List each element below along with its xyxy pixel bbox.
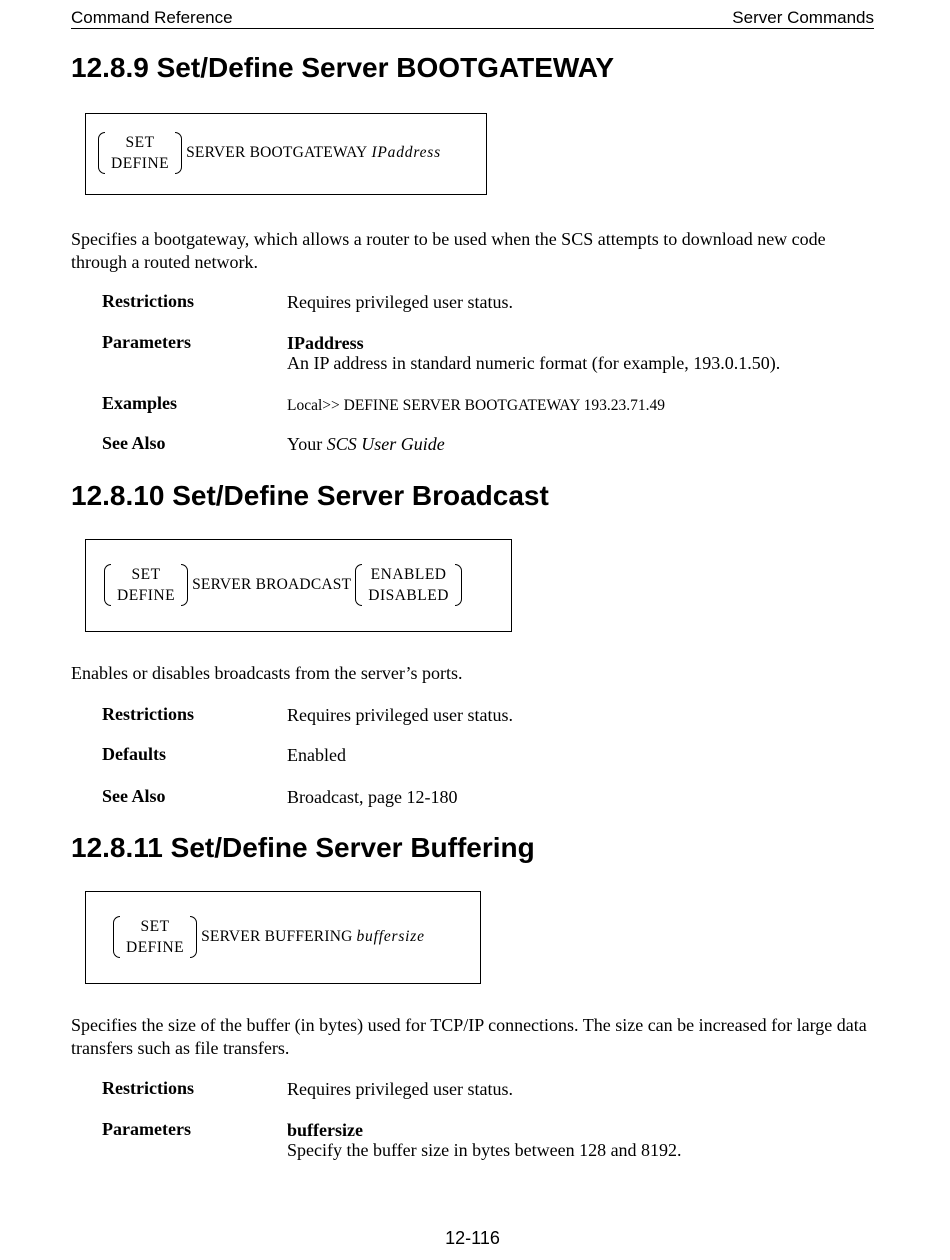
parameter-description: Specify the buffer size in bytes between 128 and 8192. xyxy=(287,1140,682,1160)
syntax-box-bootgateway xyxy=(85,113,487,195)
section-description: Enables or disables broadcasts from the server’s ports. xyxy=(71,663,463,683)
syntax-line xyxy=(98,132,441,174)
syntax-option: ENABLED xyxy=(370,566,447,583)
syntax-box-buffering xyxy=(85,891,481,984)
option-brace xyxy=(104,564,188,606)
section-description: Specifies a bootgateway, which allows a router to be used when the SCS attempts to download new code through a routed network. xyxy=(71,229,826,272)
parameters-label: Parameters xyxy=(102,332,191,352)
defaults-value: Enabled xyxy=(287,745,346,765)
restrictions-value: Requires privileged user status. xyxy=(287,292,513,312)
syntax-option: DISABLED xyxy=(368,587,449,604)
section-title-bootgateway: 12.8.9 Set/Define Server BOOTGATEWAY xyxy=(71,52,615,83)
syntax-option: SET xyxy=(131,566,161,583)
parameter-block xyxy=(287,1120,682,1160)
running-header xyxy=(71,6,874,29)
syntax-line xyxy=(113,916,425,958)
section-description: Specifies the size of the buffer (in bytes) used for TCP/IP connections. The size can be increased for large data transfers such as file transfers. xyxy=(71,1015,867,1058)
parameters-label: Parameters xyxy=(102,1119,191,1139)
parameter-name: IPaddress xyxy=(287,333,364,353)
syntax-option: DEFINE xyxy=(111,155,170,172)
syntax-keyword: SERVER BOOTGATEWAY xyxy=(186,144,368,161)
example-command: Local>> DEFINE SERVER BOOTGATEWAY 193.23.71.49 xyxy=(287,397,666,414)
restrictions-value: Requires privileged user status. xyxy=(287,1079,513,1099)
state-brace xyxy=(355,564,462,606)
examples-label: Examples xyxy=(102,393,178,413)
see-also-label: See Also xyxy=(102,433,166,453)
restrictions-label: Restrictions xyxy=(102,1078,194,1098)
syntax-line xyxy=(104,564,462,606)
syntax-option: DEFINE xyxy=(126,939,185,956)
option-brace xyxy=(98,132,182,174)
syntax-option: SET xyxy=(140,918,170,935)
syntax-keyword: SERVER BUFFERING xyxy=(201,928,353,945)
restrictions-label: Restrictions xyxy=(102,704,194,724)
restrictions-label: Restrictions xyxy=(102,291,194,311)
section-title-buffering: 12.8.11 Set/Define Server Buffering xyxy=(71,832,535,863)
parameter-name: buffersize xyxy=(287,1120,363,1140)
parameter-description: An IP address in standard numeric format (for example, 193.0.1.50). xyxy=(287,353,781,373)
header-left: Command Reference xyxy=(71,8,233,27)
parameter-block xyxy=(287,333,780,373)
syntax-param: IPaddress xyxy=(371,144,441,161)
defaults-label: Defaults xyxy=(102,744,166,764)
section-title-broadcast: 12.8.10 Set/Define Server Broadcast xyxy=(71,480,549,511)
see-also-label: See Also xyxy=(102,786,166,806)
restrictions-value: Requires privileged user status. xyxy=(287,705,513,725)
see-also-value: Your SCS User Guide xyxy=(287,434,445,454)
header-right: Server Commands xyxy=(732,8,874,27)
guide-title: SCS User Guide xyxy=(326,434,445,454)
see-also-value: Broadcast, page 12-180 xyxy=(287,787,458,807)
syntax-option: SET xyxy=(125,134,155,151)
syntax-keyword: SERVER BROADCAST xyxy=(192,576,352,593)
page-number: 12-116 xyxy=(445,1228,500,1248)
option-brace xyxy=(113,916,197,958)
syntax-param: buffersize xyxy=(356,928,425,945)
syntax-box-broadcast xyxy=(85,539,512,632)
syntax-option: DEFINE xyxy=(117,587,176,604)
